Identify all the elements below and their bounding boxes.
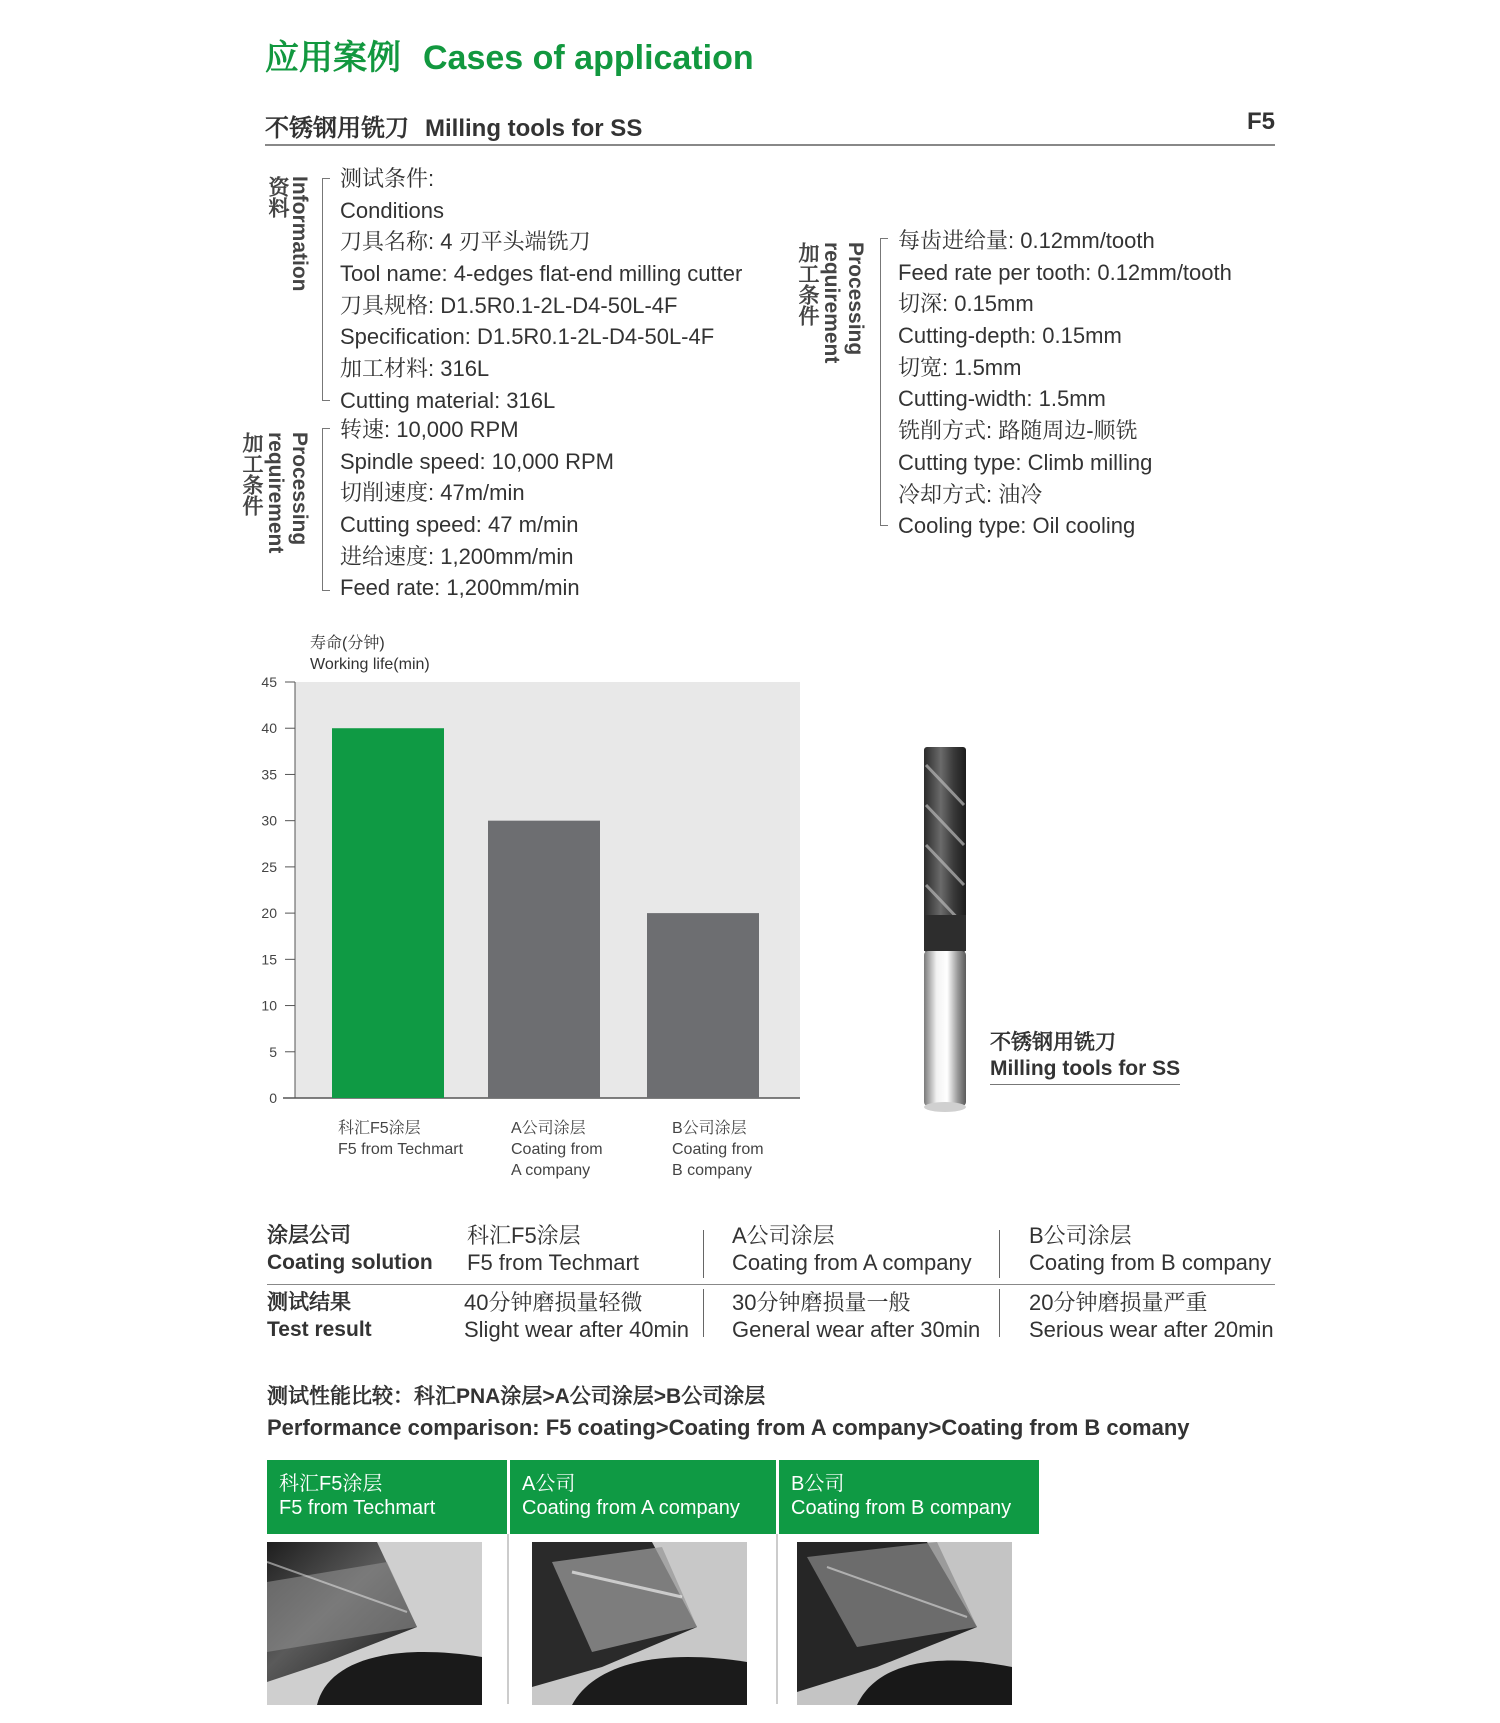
table-cell-en: Coating from A company [732,1250,972,1275]
processing-right-bracket [880,238,888,526]
info-line: 测试条件: [340,166,435,191]
chart-category-line: Coating from [672,1141,764,1158]
information-lines [340,163,742,417]
table-cell [464,1289,689,1343]
section-subtitle [265,108,658,143]
wear-photo-b [797,1542,1012,1705]
page-title-en: Cases of application [423,39,754,77]
processing-line: 切削速度: 47m/min [340,480,525,506]
chart-bar [488,821,600,1098]
table-cell-cn: B公司涂层 [1029,1223,1132,1248]
processing-line: Cooling type: Oil cooling [898,513,1136,539]
table-cell [1029,1289,1274,1343]
chart-category-line: A公司涂层 [511,1120,586,1137]
page-title-cn: 应用案例 [265,39,401,77]
chart-y-tick-label: 35 [261,766,277,783]
gallery-header-en: Coating from B company [791,1497,1012,1519]
gallery-divider [507,1534,509,1704]
table-cell-en: Serious wear after 20min [1029,1317,1274,1342]
section-subtitle-en: Milling tools for SS [425,115,643,142]
processing-left-label-cn: 加工条件 [240,432,263,516]
section-header [265,108,1275,146]
table-cell [467,1222,639,1276]
chart-category-line: F5 from Techmart [338,1141,464,1158]
table-cell-cn: 30分钟磨损量一般 [732,1290,911,1315]
table-divider [703,1230,704,1278]
chart-bar [647,913,759,1098]
tool-caption [990,1030,1180,1085]
processing-line: Cutting-depth: 0.15mm [898,323,1122,349]
gallery-header-cn: B公司 [791,1473,845,1495]
processing-right-label-cn: 加工条件 [796,242,819,326]
table-header-cn: 测试结果 [267,1291,351,1314]
processing-line: 进给速度: 1,200mm/min [340,543,574,569]
processing-right-label-en1: Processing [844,242,867,356]
table-cell-cn: A公司涂层 [732,1223,835,1248]
table-divider [703,1289,704,1337]
gallery-header [779,1460,1039,1534]
processing-right-label-en2: requirement [820,242,843,364]
processing-line: 切深: 0.15mm [898,291,1034,317]
table-row-header [267,1289,372,1343]
processing-line: Cutting-width: 1.5mm [898,386,1106,412]
processing-line: 切宽: 1.5mm [898,354,1022,380]
processing-line: Feed rate per tooth: 0.12mm/tooth [898,259,1232,285]
table-cell [1029,1222,1271,1276]
tool-caption-cn: 不锈钢用铣刀 [990,1031,1116,1054]
processing-line: Spindle speed: 10,000 RPM [340,448,614,474]
processing-line: Feed rate: 1,200mm/min [340,575,580,601]
chart-y-tick-label: 15 [261,951,277,968]
chart-y-tick-label: 40 [261,720,277,737]
chart-category-label [511,1118,603,1181]
table-header-en: Coating solution [267,1251,433,1274]
info-line: Tool name: 4-edges flat-end milling cutter [340,261,743,287]
table-row [267,1218,1275,1285]
gallery-header-en: F5 from Techmart [279,1497,436,1519]
table-cell-cn: 科汇F5涂层 [467,1223,581,1248]
milling-tool-image [920,745,970,1115]
processing-line: Cutting speed: 47 m/min [340,512,579,538]
section-subtitle-cn: 不锈钢用铣刀 [265,115,409,142]
info-line: Cutting material: 316L [340,387,556,413]
chart-y-tick-label: 20 [261,905,277,922]
processing-left-label-en1: Processing [288,432,311,546]
info-line: 刀具名称: 4 刃平头端铣刀 [340,229,591,255]
gallery-divider [776,1534,778,1704]
chart-category-line: Coating from [511,1141,603,1158]
chart-y-tick-label: 45 [261,674,277,690]
processing-left-label-en2: requirement [264,432,287,554]
info-line: 加工材料: 316L [340,356,490,382]
processing-left-bracket [322,428,330,591]
chart-y-tick-label: 25 [261,858,277,875]
chart-y-tick-label: 10 [261,997,277,1014]
chart-y-tick-label: 0 [269,1090,277,1106]
gallery-header-cn: 科汇F5涂层 [279,1473,383,1495]
table-cell-cn: 20分钟磨损量严重 [1029,1290,1208,1315]
table-cell-en: Coating from B company [1029,1250,1272,1275]
table-row-header [267,1222,433,1276]
processing-line: 铣削方式: 路随周边-顺铣 [898,418,1138,444]
wear-photo-a [532,1542,747,1705]
performance-comparison-en: Performance comparison: F5 coating>Coating from A company>Coating from B comany [267,1415,1190,1440]
processing-line: 每齿进给量: 0.12mm/tooth [898,228,1155,253]
info-line: Specification: D1.5R0.1-2L-D4-50L-4F [340,324,715,350]
gallery-header-en: Coating from A company [522,1497,740,1519]
information-label-en: Information [288,176,311,292]
chart-y-tick-label: 30 [261,812,277,829]
processing-line: 冷却方式: 油冷 [898,481,1043,507]
page-title [265,30,776,79]
gallery-header [510,1460,776,1534]
gallery-header [267,1460,507,1534]
information-bracket [322,178,330,401]
chart-category-label [338,1118,463,1160]
processing-line: Cutting type: Climb milling [898,449,1153,475]
chart-ylabel-cn: 寿命(分钟) [310,635,385,652]
table-row [267,1285,1275,1351]
table-header-cn: 涂层公司 [267,1224,351,1247]
table-cell-en: General wear after 30min [732,1317,981,1342]
information-label-cn: 资料 [266,176,289,218]
table-header-en: Test result [267,1318,372,1341]
comparison-table [267,1218,1275,1351]
table-cell [732,1289,980,1343]
working-life-chart [250,660,810,1120]
info-line: Conditions [340,197,444,223]
wear-photo-f5 [267,1542,482,1705]
product-code: F5 [1246,108,1275,135]
chart-category-label [672,1118,764,1181]
processing-left-lines [340,414,614,604]
processing-line: 转速: 10,000 RPM [340,417,519,442]
tool-caption-en: Milling tools for SS [990,1057,1181,1080]
chart-category-line: A company [511,1162,591,1179]
chart-category-line: 科汇F5涂层 [338,1120,421,1137]
chart-category-line: B company [672,1162,753,1179]
chart-bar [332,728,444,1098]
chart-y-tick-label: 5 [269,1043,277,1060]
processing-right-lines [898,225,1232,542]
info-line: 刀具规格: D1.5R0.1-2L-D4-50L-4F [340,292,678,318]
table-cell-cn: 40分钟磨损量轻微 [464,1290,643,1315]
chart-ylabel-en: Working life(min) [310,656,430,673]
performance-comparison-cn: 测试性能比较：科汇PNA涂层>A公司涂层>B公司涂层 [267,1385,766,1408]
table-cell [732,1222,972,1276]
table-divider [999,1289,1000,1337]
table-cell-en: F5 from Techmart [467,1250,639,1275]
chart-category-line: B公司涂层 [672,1120,747,1137]
table-cell-en: Slight wear after 40min [464,1317,689,1342]
table-divider [999,1230,1000,1278]
gallery-header-cn: A公司 [522,1473,576,1495]
